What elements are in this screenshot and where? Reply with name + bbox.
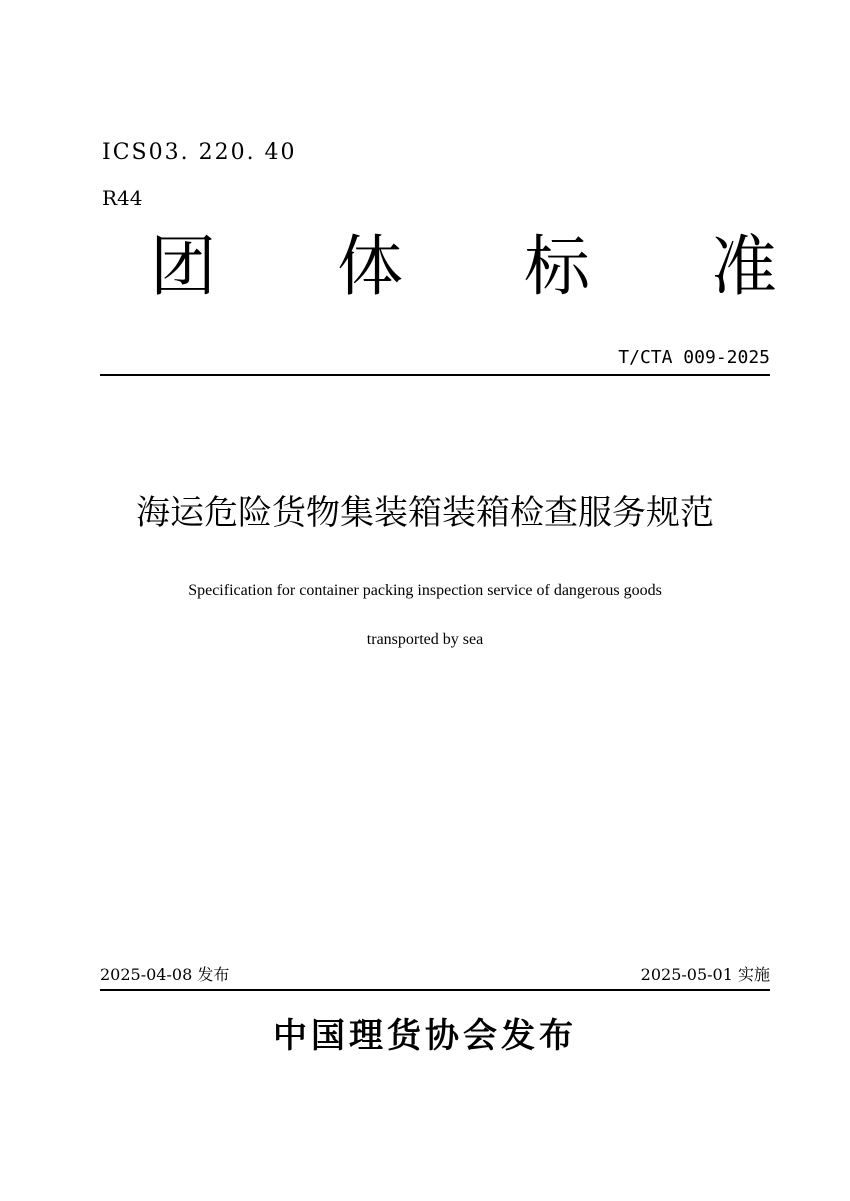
footer-divider [100, 989, 770, 991]
issue-date: 2025-04-08 发布 [100, 965, 230, 984]
document-type-heading: 团 体 标 准 [150, 228, 827, 305]
publisher: 中国理货协会发布 [273, 1016, 577, 1056]
classification-code: R44 [102, 186, 143, 210]
header-divider [100, 374, 770, 376]
english-title-line-2: transported by sea [366, 631, 484, 648]
english-title-line-1: Specification for container packing inspection service of dangerous goods [188, 582, 662, 599]
chinese-title: 海运危险货物集装箱装箱检查服务规范 [136, 493, 714, 533]
effective-date: 2025-05-01 实施 [640, 965, 770, 984]
standard-number: T/CTA 009-2025 [618, 347, 770, 368]
ics-code: ICS03. 220. 40 [102, 140, 297, 165]
